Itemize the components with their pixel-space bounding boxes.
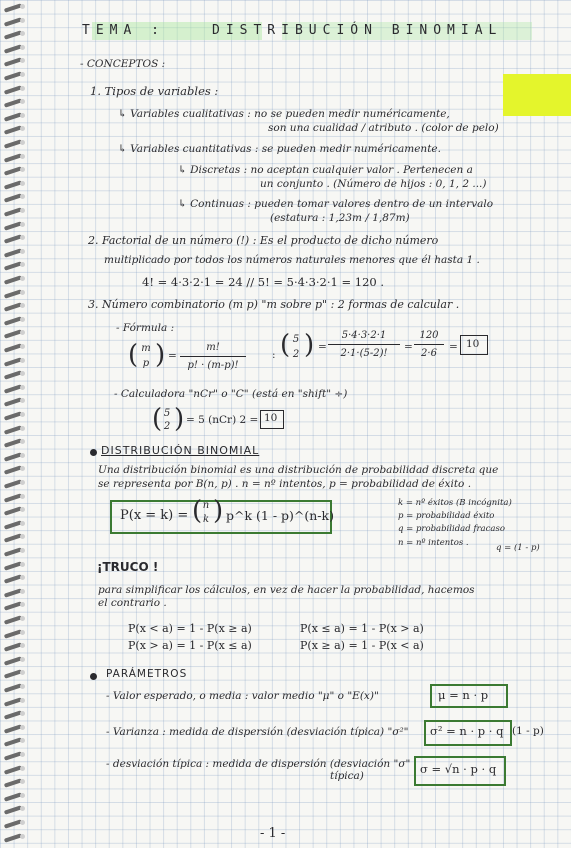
example-equals-2: = bbox=[404, 341, 413, 353]
example-denominator: 2·1·(5-2)! bbox=[340, 348, 388, 359]
example-equals: = bbox=[318, 341, 327, 353]
punch-hole bbox=[20, 208, 25, 213]
esperado-formula: μ = n · p bbox=[438, 688, 489, 702]
punch-hole bbox=[20, 725, 25, 730]
legend-q: q = probabilidad fracaso bbox=[398, 524, 505, 534]
truco-text-2: el contrario . bbox=[98, 597, 167, 609]
conceptos-heading: - CONCEPTOS : bbox=[80, 58, 166, 70]
punch-hole bbox=[20, 602, 25, 607]
formula-equals: = bbox=[168, 350, 177, 362]
punch-hole bbox=[20, 31, 25, 36]
punch-hole bbox=[20, 167, 25, 172]
binomial-close: ) bbox=[213, 496, 224, 526]
punch-hole bbox=[20, 58, 25, 63]
punch-hole bbox=[20, 303, 25, 308]
truco-heading: ¡TRUCO ! bbox=[97, 560, 159, 574]
title-subject: DISTRIBUCIÓN BINOMIAL bbox=[212, 23, 503, 38]
punch-hole bbox=[20, 834, 25, 839]
punch-hole bbox=[20, 99, 25, 104]
punch-hole bbox=[20, 738, 25, 743]
legend-p: p = probabilidad éxito bbox=[398, 511, 495, 521]
section-bullet bbox=[90, 449, 97, 456]
punch-hole bbox=[20, 439, 25, 444]
varianza-line: - Varianza : medida de dispersión (desviación típica) "σ²" bbox=[106, 726, 409, 738]
discretas-line-2: un conjunto . (Número de hijos : 0, 1, 2 ...) bbox=[260, 178, 487, 190]
punch-hole bbox=[20, 344, 25, 349]
punch-hole bbox=[20, 426, 25, 431]
calc-expression: = 5 (nCr) 2 = bbox=[186, 414, 259, 426]
desviacion-line-2: típica) bbox=[330, 770, 364, 782]
truco-eq-4: P(x ≥ a) = 1 - P(x < a) bbox=[300, 639, 424, 652]
factorial-line-2: multiplicado por todos los números naturales menores que él hasta 1 . bbox=[104, 254, 480, 266]
esperado-line: - Valor esperado, o media : valor medio "μ" o "E(x)" bbox=[106, 690, 379, 702]
punch-hole bbox=[20, 181, 25, 186]
punch-hole bbox=[20, 820, 25, 825]
binomial-formula-left: P(x = k) = bbox=[120, 508, 189, 523]
factorial-example: 4! = 4·3·2·1 = 24 // 5! = 5·4·3·2·1 = 120 . bbox=[142, 275, 385, 289]
formula-numerator: m! bbox=[206, 342, 220, 353]
notebook-spiral bbox=[0, 0, 26, 848]
binom-close: ) bbox=[155, 340, 166, 370]
punch-hole bbox=[20, 140, 25, 145]
punch-hole bbox=[20, 358, 25, 363]
punch-hole bbox=[20, 589, 25, 594]
punch-hole bbox=[20, 643, 25, 648]
varianza-formula: σ² = n · p · q bbox=[430, 724, 504, 738]
calc-close: ) bbox=[174, 404, 185, 434]
title-label: TEMA : bbox=[82, 23, 165, 38]
punch-hole bbox=[20, 507, 25, 512]
example-top: 5 bbox=[292, 334, 300, 345]
continuas-line-2: (estatura : 1,23m / 1,87m) bbox=[270, 212, 410, 224]
varianza-note: (1 - p) bbox=[512, 725, 544, 737]
binom-p: p bbox=[142, 358, 150, 369]
punch-hole bbox=[20, 480, 25, 485]
truco-eq-2: P(x ≤ a) = 1 - P(x > a) bbox=[300, 622, 424, 635]
punch-hole bbox=[20, 398, 25, 403]
punch-hole bbox=[20, 290, 25, 295]
punch-hole bbox=[20, 222, 25, 227]
page-number: - 1 - bbox=[260, 826, 286, 841]
binomial-k: k bbox=[202, 514, 210, 525]
punch-hole bbox=[20, 249, 25, 254]
example-close: ) bbox=[304, 330, 315, 360]
binom-m: m bbox=[141, 343, 151, 354]
punch-hole bbox=[20, 711, 25, 716]
desviacion-line: - desviación típica : medida de dispersión (desviación "σ" bbox=[106, 758, 411, 770]
cualitativas-line-2: son una cualidad / atributo . (color de pelo) bbox=[268, 122, 499, 134]
parametros-heading: PARÁMETROS bbox=[106, 668, 188, 680]
punch-hole bbox=[20, 466, 25, 471]
legend-n: n = nº intentos . bbox=[398, 538, 469, 548]
distribucion-def-1: Una distribución binomial es una distribución de probabilidad discreta que bbox=[98, 464, 499, 476]
punch-hole bbox=[20, 562, 25, 567]
punch-hole bbox=[20, 113, 25, 118]
example-colon: : bbox=[272, 349, 276, 361]
punch-hole bbox=[20, 453, 25, 458]
formula-label: - Fórmula : bbox=[116, 322, 175, 334]
binomial-open: ( bbox=[192, 496, 203, 526]
punch-hole bbox=[20, 18, 25, 23]
binom-open: ( bbox=[128, 340, 139, 370]
example-bottom: 2 bbox=[292, 349, 300, 360]
truco-text-1: para simplificar los cálculos, en vez de hacer la probabilidad, hacemos bbox=[98, 584, 475, 596]
example-numerator-2: 120 bbox=[419, 330, 439, 341]
punch-hole bbox=[20, 72, 25, 77]
punch-hole bbox=[20, 194, 25, 199]
punch-hole bbox=[20, 317, 25, 322]
distribucion-def-2: se representa por B(n, p) . n = nº intentos, p = probabilidad de éxito . bbox=[98, 478, 472, 490]
calc-result: 10 bbox=[264, 412, 278, 424]
desviacion-formula: σ = √n · p · q bbox=[420, 762, 497, 776]
legend-q2: q = (1 - p) bbox=[496, 543, 540, 553]
formula-bar bbox=[180, 356, 246, 357]
example-bar bbox=[328, 344, 400, 345]
punch-hole bbox=[20, 521, 25, 526]
punch-hole bbox=[20, 262, 25, 267]
punch-hole bbox=[20, 616, 25, 621]
punch-hole bbox=[20, 670, 25, 675]
punch-hole bbox=[20, 698, 25, 703]
punch-hole bbox=[20, 684, 25, 689]
truco-eq-1: P(x < a) = 1 - P(x ≥ a) bbox=[128, 622, 252, 635]
punch-hole bbox=[20, 575, 25, 580]
punch-hole bbox=[20, 806, 25, 811]
calculator-line: - Calculadora "nCr" o "C" (está en "shift" ÷) bbox=[114, 388, 348, 400]
cuantitativas-line: ↳ Variables cuantitativas : se pueden medir numéricamente. bbox=[118, 143, 441, 155]
punch-hole bbox=[20, 235, 25, 240]
punch-hole bbox=[20, 126, 25, 131]
discretas-line: ↳ Discretas : no aceptan cualquier valor . Pertenecen a bbox=[178, 164, 473, 176]
distribucion-heading: DISTRIBUCIÓN BINOMIAL bbox=[101, 444, 260, 457]
punch-hole bbox=[20, 86, 25, 91]
punch-hole bbox=[20, 779, 25, 784]
factorial-heading: 2. Factorial de un número (!) : Es el producto de dicho número bbox=[88, 234, 439, 247]
example-bar-2 bbox=[414, 344, 444, 345]
punch-hole bbox=[20, 154, 25, 159]
combinatorio-heading: 3. Número combinatorio (m p) "m sobre p" : 2 formas de calcular . bbox=[88, 298, 460, 311]
punch-hole bbox=[20, 766, 25, 771]
punch-hole bbox=[20, 630, 25, 635]
example-open: ( bbox=[280, 330, 291, 360]
punch-hole bbox=[20, 412, 25, 417]
punch-hole bbox=[20, 385, 25, 390]
punch-hole bbox=[20, 276, 25, 281]
example-result: 10 bbox=[466, 338, 480, 350]
example-equals-3: = bbox=[449, 341, 458, 353]
cualitativas-line: ↳ Variables cualitativas : no se pueden medir numéricamente, bbox=[118, 108, 450, 120]
punch-hole bbox=[20, 534, 25, 539]
punch-hole bbox=[20, 657, 25, 662]
legend-k: k = nº éxitos (B incógnita) bbox=[398, 498, 512, 508]
punch-hole bbox=[20, 793, 25, 798]
calc-open: ( bbox=[152, 404, 163, 434]
punch-hole bbox=[20, 752, 25, 757]
calc-bottom: 2 bbox=[163, 421, 171, 432]
truco-eq-3: P(x > a) = 1 - P(x ≤ a) bbox=[128, 639, 252, 652]
punch-hole bbox=[20, 494, 25, 499]
continuas-line: ↳ Continuas : pueden tomar valores dentro de un intervalo bbox=[178, 198, 494, 210]
punch-hole bbox=[20, 371, 25, 376]
punch-hole bbox=[20, 330, 25, 335]
calc-top: 5 bbox=[163, 408, 171, 419]
binomial-formula-right: p^k (1 - p)^(n-k) bbox=[226, 508, 334, 523]
sticky-note bbox=[503, 74, 571, 116]
parametros-bullet bbox=[90, 673, 97, 680]
tipos-heading: 1. Tipos de variables : bbox=[90, 84, 219, 98]
example-numerator: 5·4·3·2·1 bbox=[341, 330, 387, 341]
punch-hole bbox=[20, 45, 25, 50]
example-denominator-2: 2·6 bbox=[421, 348, 437, 359]
punch-hole bbox=[20, 4, 25, 9]
binomial-n: n bbox=[202, 500, 210, 511]
formula-denominator: p! · (m-p)! bbox=[187, 360, 239, 371]
page-title bbox=[82, 20, 522, 42]
punch-hole bbox=[20, 548, 25, 553]
